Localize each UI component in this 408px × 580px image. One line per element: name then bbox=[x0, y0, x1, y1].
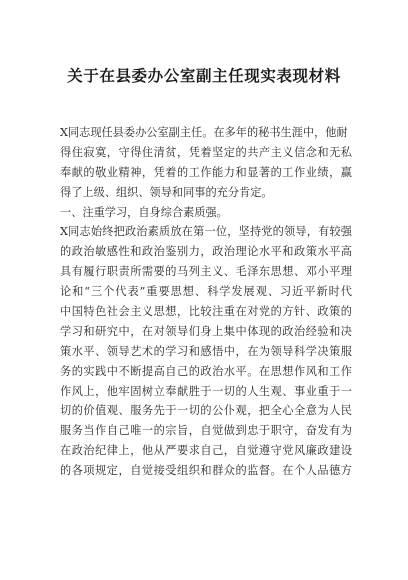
paragraph-line: 在政治纪律上，他从严要求自己，自觉遵守党风廉政建设 bbox=[60, 444, 352, 458]
paragraph-line: 的政治敏感性和政治鉴别力，政治理论水平和政策水平高 bbox=[60, 245, 352, 259]
paragraph-line: X同志始终把政治素质放在第一位，坚持党的领导，有较强 bbox=[60, 225, 352, 239]
paragraph-line: 具有履行职责所需要的马列主义、毛泽东思想、邓小平理 bbox=[60, 265, 352, 279]
paragraph-line: 的各项规定，自觉接受组织和群众的监督。在个人品德方 bbox=[60, 464, 352, 478]
paragraph-line: 策水平、领导艺术的学习和感悟中，在为领导科学决策服 bbox=[60, 344, 352, 358]
paragraph-line: 务的实践中不断提高自己的政治水平。在思想作风和工作 bbox=[60, 364, 352, 378]
paragraph-line: 中国特色社会主义思想，比较注重在对党的方针、政策的 bbox=[60, 305, 352, 319]
paragraph-line: X同志现任县委办公室副主任。在多年的秘书生涯中，他耐 bbox=[60, 126, 348, 139]
paragraph-line: 得住寂寞，守得住清贫，凭着坚定的共产主义信念和无私 bbox=[60, 145, 352, 159]
document-body bbox=[60, 123, 352, 481]
paragraph-line: 论和“三个代表”重要思想、科学发展观、习近平新时代 bbox=[60, 285, 352, 299]
paragraph-line: 切的价值观、服务先于一切的公仆观，把全心全意为人民 bbox=[60, 404, 352, 418]
paragraph-line: 服务当作自己唯一的宗旨，自觉做到忠于职守，奋发有为 bbox=[60, 424, 352, 438]
paragraph-line: 学习和研究中，在对领导们身上集中体现的政治经验和决 bbox=[60, 324, 352, 338]
paragraph-line: 作风上，他牢固树立奉献胜于一切的人生观、事业重于一 bbox=[60, 384, 352, 398]
paragraph-line: 得了上级、组织、领导和同事的充分肯定。 bbox=[60, 185, 273, 199]
section-heading: 一、注重学习，自身综合素质强。 bbox=[60, 205, 228, 219]
document-title: 关于在县委办公室副主任现实表现材料 bbox=[67, 67, 341, 85]
paragraph-line: 奉献的敬业精神，凭着的工作能力和显著的工作业绩，赢 bbox=[60, 165, 352, 179]
